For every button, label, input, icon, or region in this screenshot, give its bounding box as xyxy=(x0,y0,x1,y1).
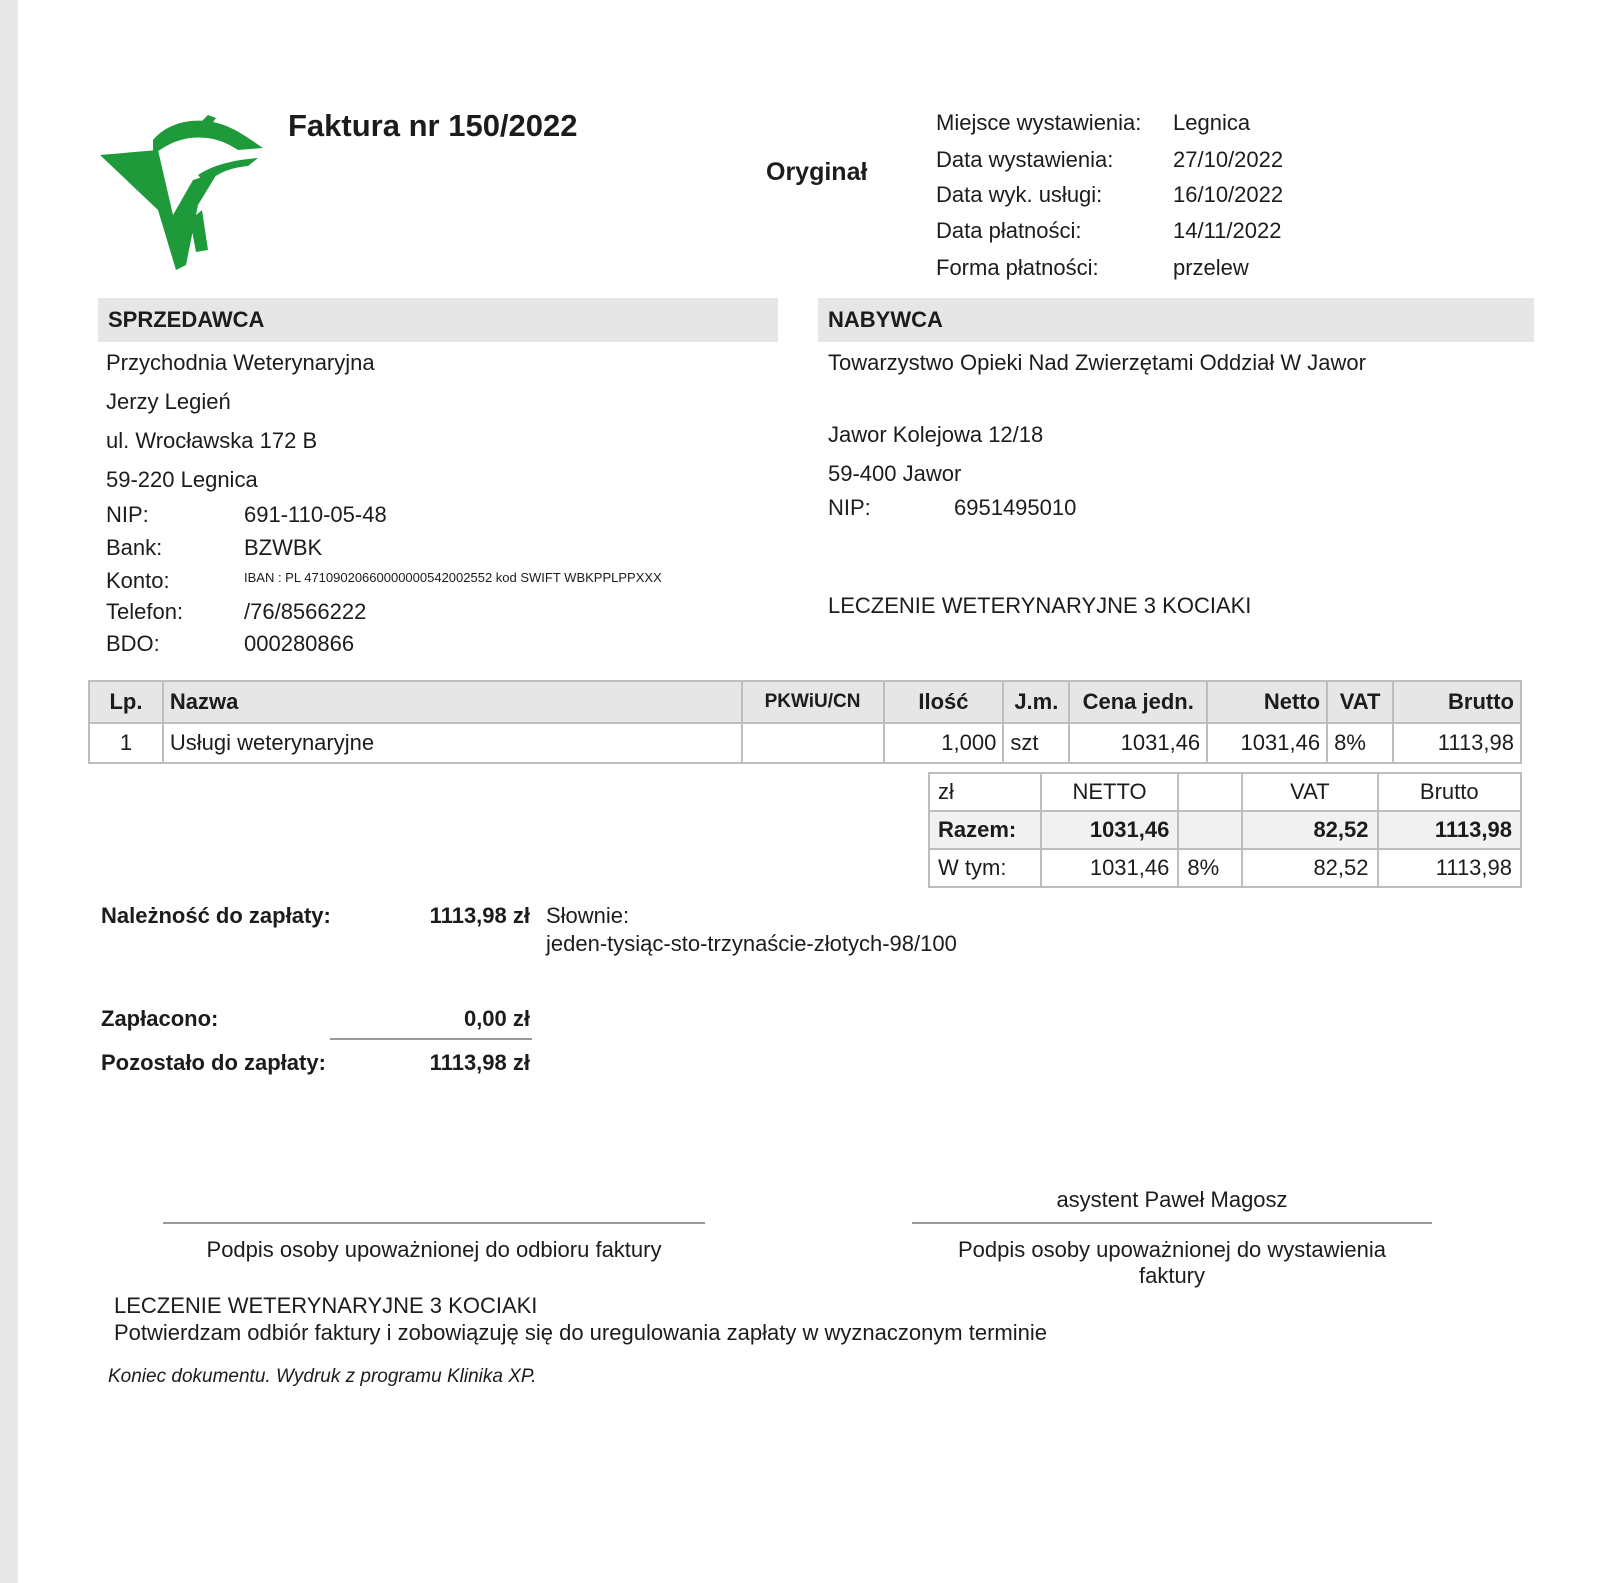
seller-name2: Jerzy Legień xyxy=(106,389,231,414)
table-row xyxy=(89,723,1521,763)
invoice-page xyxy=(18,0,1600,1583)
footer-note: LECZENIE WETERYNARYJNE 3 KOCIAKI xyxy=(114,1293,538,1318)
col-header-gross: Brutto xyxy=(1393,681,1521,723)
sum-breakdown-vat: 82,52 xyxy=(1242,849,1377,887)
sum-breakdown-label: W tym: xyxy=(929,849,1041,887)
items-header-row xyxy=(89,681,1521,723)
paid-label: Zapłacono: xyxy=(101,1006,219,1031)
sum-breakdown-rate: 8% xyxy=(1178,849,1242,887)
copy-type: Oryginał xyxy=(766,158,868,186)
sum-header-currency: zł xyxy=(929,773,1041,811)
issuer-signature-caption: Podpis osoby upoważnionej do wystawienia xyxy=(957,1237,1387,1262)
cell-pkwiu xyxy=(742,723,884,763)
sum-total-vat: 82,52 xyxy=(1242,811,1377,849)
words-value: jeden-tysiąc-sto-trzynaście-złotych-98/100 xyxy=(546,931,957,956)
sum-breakdown-net: 1031,46 xyxy=(1041,849,1179,887)
invoice-title: Faktura nr 150/2022 xyxy=(288,108,578,143)
buyer-street: Jawor Kolejowa 12/18 xyxy=(828,422,1044,447)
items-table xyxy=(88,680,1522,764)
buyer-nip-label: NIP: xyxy=(828,495,871,520)
seller-account-label: Konto: xyxy=(106,568,170,593)
seller-city: 59-220 Legnica xyxy=(106,467,258,492)
issuer-signature-line xyxy=(912,1222,1432,1224)
buyer-city: 59-400 Jawor xyxy=(828,461,962,486)
issue-place-label: Miejsce wystawienia: xyxy=(936,110,1142,135)
cell-gross: 1113,98 xyxy=(1393,723,1521,763)
receiver-signature-line xyxy=(163,1222,705,1224)
sum-header-rate xyxy=(1178,773,1242,811)
summary-breakdown-row xyxy=(929,849,1521,887)
sum-breakdown-gross: 1113,98 xyxy=(1378,849,1522,887)
summary-table xyxy=(928,772,1522,888)
issuer-signature-caption-2: faktury xyxy=(1138,1263,1206,1288)
cell-unit: szt xyxy=(1003,723,1069,763)
sum-total-gross: 1113,98 xyxy=(1378,811,1522,849)
col-header-pkwiu: PKWiU/CN xyxy=(742,681,884,723)
logo-shape xyxy=(100,115,263,270)
seller-nip-label: NIP: xyxy=(106,502,149,527)
service-date-value: 16/10/2022 xyxy=(1173,182,1284,207)
cell-name: Usługi weterynaryjne xyxy=(163,723,742,763)
buyer-name: Towarzystwo Opieki Nad Zwierzętami Oddział W Jawor xyxy=(828,350,1366,375)
seller-name1: Przychodnia Weterynaryjna xyxy=(106,350,375,375)
seller-street: ul. Wrocławska 172 B xyxy=(106,428,318,453)
col-header-unit: J.m. xyxy=(1003,681,1069,723)
amount-due-value: 1113,98 zł xyxy=(429,903,530,928)
remaining-label: Pozostało do zapłaty: xyxy=(101,1050,326,1075)
buyer-nip-value: 6951495010 xyxy=(954,495,1077,520)
cell-net: 1031,46 xyxy=(1207,723,1327,763)
cell-lp: 1 xyxy=(89,723,163,763)
col-header-lp: Lp. xyxy=(89,681,163,723)
seller-bdo-value: 000280866 xyxy=(244,631,355,656)
seller-phone-label: Telefon: xyxy=(106,599,184,624)
summary-total-row xyxy=(929,811,1521,849)
col-header-unit-price: Cena jedn. xyxy=(1069,681,1207,723)
cell-qty: 1,000 xyxy=(884,723,1004,763)
seller-heading: SPRZEDAWCA xyxy=(98,298,778,342)
cell-unit-price: 1031,46 xyxy=(1069,723,1207,763)
summary-header-row xyxy=(929,773,1521,811)
sum-total-rate xyxy=(1178,811,1242,849)
sum-header-gross: Brutto xyxy=(1378,773,1522,811)
payment-method-label: Forma płatności: xyxy=(936,255,1099,280)
payment-date-label: Data płatności: xyxy=(936,218,1082,243)
seller-account-value: IBAN : PL 47109020660000000542002552 kod SWIFT WBKPPLPPXXX xyxy=(244,570,662,585)
paid-value: 0,00 zł xyxy=(463,1006,530,1031)
clinic-logo xyxy=(98,110,273,280)
seller-bdo-label: BDO: xyxy=(106,631,160,656)
remaining-value: 1113,98 zł xyxy=(429,1050,530,1075)
amount-due-label: Należność do zapłaty: xyxy=(101,903,331,928)
payment-method-value: przelew xyxy=(1173,255,1249,280)
issue-place-value: Legnica xyxy=(1173,110,1251,135)
payment-date-value: 14/11/2022 xyxy=(1173,218,1282,243)
seller-phone-value: /76/8566222 xyxy=(244,599,367,624)
seller-bank-value: BZWBK xyxy=(244,535,323,560)
col-header-vat: VAT xyxy=(1327,681,1393,723)
footer-confirmation: Potwierdzam odbiór faktury i zobowiązuję się do uregulowania zapłaty w wyznaczonym terminie xyxy=(114,1320,1047,1345)
seller-nip-value: 691-110-05-48 xyxy=(244,502,387,527)
buyer-note: LECZENIE WETERYNARYJNE 3 KOCIAKI xyxy=(828,593,1252,618)
footer-end: Koniec dokumentu. Wydruk z programu Klinika XP. xyxy=(108,1366,537,1387)
issue-date-label: Data wystawienia: xyxy=(936,147,1114,172)
col-header-qty: Ilość xyxy=(884,681,1004,723)
seller-bank-label: Bank: xyxy=(106,535,163,560)
sum-header-net: NETTO xyxy=(1041,773,1179,811)
receiver-signature-caption: Podpis osoby upoważnionej do odbioru faktury xyxy=(206,1237,662,1262)
paid-divider xyxy=(330,1038,532,1040)
issue-date-value: 27/10/2022 xyxy=(1173,147,1284,172)
service-date-label: Data wyk. usługi: xyxy=(936,182,1103,207)
cell-vat: 8% xyxy=(1327,723,1393,763)
col-header-name: Nazwa xyxy=(163,681,742,723)
sum-total-label: Razem: xyxy=(929,811,1041,849)
buyer-heading: NABYWCA xyxy=(818,298,1534,342)
col-header-net: Netto xyxy=(1207,681,1327,723)
sum-total-net: 1031,46 xyxy=(1041,811,1179,849)
sum-header-vat: VAT xyxy=(1242,773,1377,811)
words-label: Słownie: xyxy=(546,903,630,928)
issuer-name: asystent Paweł Magosz xyxy=(1056,1187,1288,1212)
